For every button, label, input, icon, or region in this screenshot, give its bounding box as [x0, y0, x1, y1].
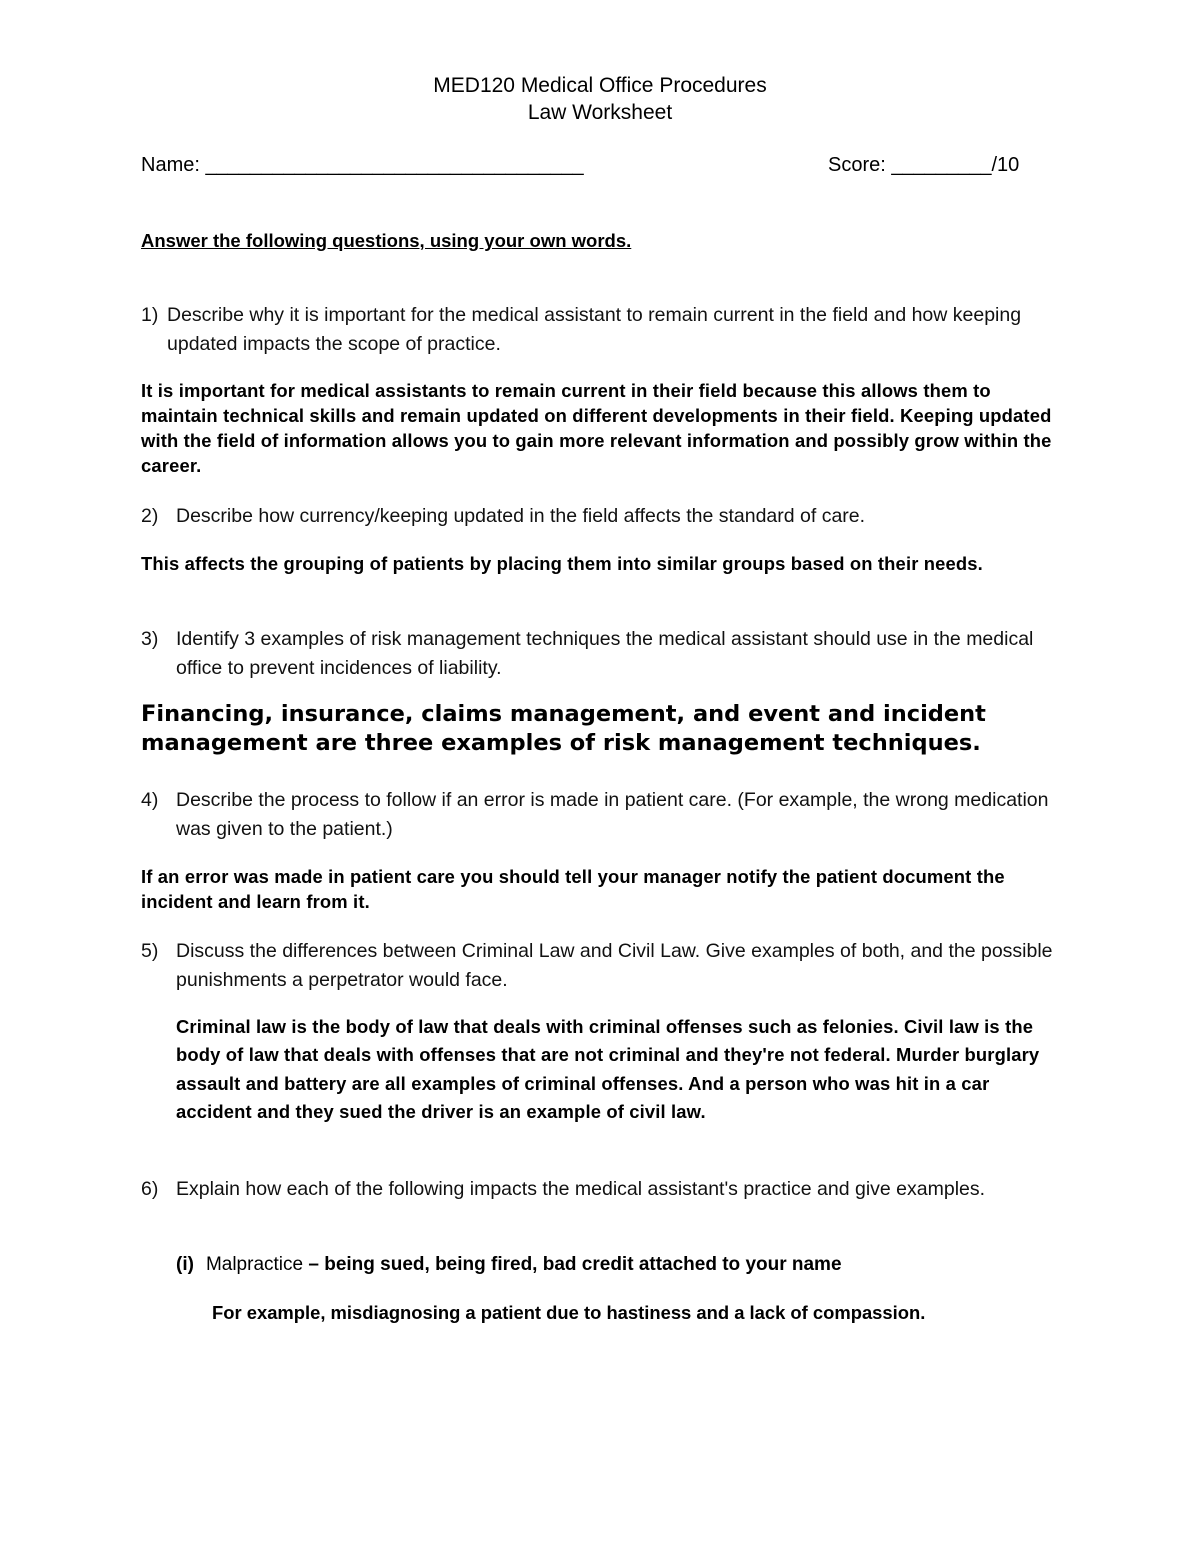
question-4: [141, 786, 1061, 843]
question-5: [141, 937, 1061, 994]
subitem-term: Malpractice: [205, 1254, 304, 1275]
question-text: Describe why it is important for the medical assistant to remain current in the field and how keeping updated impacts the scope of practice.: [167, 304, 1022, 355]
subitem-label: (i): [176, 1254, 194, 1275]
question-3: [141, 625, 1061, 682]
question-text: Identify 3 examples of risk management techniques the medical assistant should use in the medical office to prevent incidences of liability.: [176, 628, 1034, 679]
subitem-malpractice: [176, 1252, 1056, 1278]
answer-4: If an error was made in patient care you should tell your manager notify the patient document the incident and learn from it.: [141, 866, 1005, 912]
answer-2: This affects the grouping of patients by placing them into similar groups based on their needs.: [141, 553, 983, 574]
answer-5: Criminal law is the body of law that deals with criminal offenses such as felonies. Civil law is the body of law that deals with offenses that are not criminal and they're not federal. Murder burglary assault and battery are all examples of criminal offenses. And a person who was hit in a car accident and they sued the driver is an example of civil law.: [176, 1016, 1040, 1122]
answer-3: Financing, insurance, claims management, and event and incident management are three examples of risk management techniques.: [141, 701, 986, 756]
question-text: Describe the process to follow if an error is made in patient care. (For example, the wrong medication was given to the patient.): [176, 789, 1049, 840]
question-number: 3): [141, 628, 159, 650]
question-number: 6): [141, 1178, 159, 1200]
question-number: 5): [141, 940, 159, 962]
question-number: 2): [141, 505, 159, 527]
question-text: Describe how currency/keeping updated in the field affects the standard of care.: [176, 505, 866, 527]
document-title: MED120 Medical Office Procedures: [433, 74, 767, 97]
subitem-answer: – being sued, being fired, bad credit attached to your name: [303, 1254, 842, 1275]
question-6: [141, 1175, 1061, 1204]
answer-1: It is important for medical assistants to remain current in their field because this allows them to maintain technical skills and remain updated on different developments in their field. Keeping updated with the field of information allows you to gain more relevant information and possibly grow within the career.: [141, 380, 1052, 476]
document-subtitle: Law Worksheet: [527, 101, 673, 124]
score-field: Score: _________/10: [828, 154, 1020, 176]
question-2: [141, 502, 1061, 531]
question-1: [141, 301, 1061, 358]
question-number: 1): [141, 304, 159, 326]
question-number: 4): [141, 789, 159, 811]
question-text: Explain how each of the following impacts the medical assistant's practice and give examples.: [176, 1178, 986, 1200]
subitem-example: For example, misdiagnosing a patient due to hastiness and a lack of compassion.: [212, 1302, 926, 1323]
question-text: Discuss the differences between Criminal Law and Civil Law. Give examples of both, and the possible punishments a perpetrator would face.: [176, 940, 1053, 991]
instructions: Answer the following questions, using your own words.: [141, 230, 632, 251]
name-field: Name: __________________________________: [141, 154, 584, 176]
